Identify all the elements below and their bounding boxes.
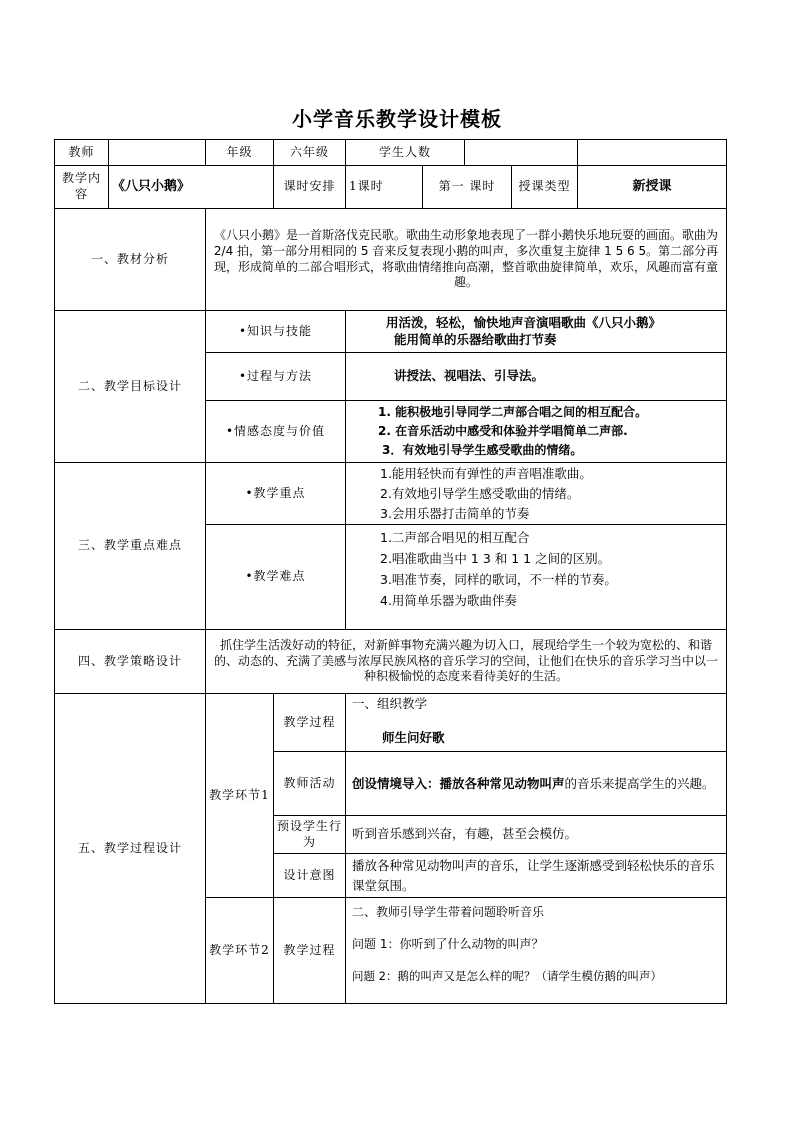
emotion-line-2: 2. 在音乐活动中感受和体验并学唱简单二声部. [378,424,628,438]
focus-label: •教学重点 [206,463,346,525]
grade-label: 年级 [206,140,274,166]
grade-value: 六年级 [274,140,346,166]
teacher-value [109,140,206,166]
teacher-label: 教师 [55,140,109,166]
knowledge-line-2: 能用简单的乐器给歌曲打节奏 [394,331,557,347]
focus-list [346,463,727,525]
difficulty-item-2: 2.唱准歌曲当中 1 3 和 1 1 之间的区别。 [380,551,611,566]
step1-label: 教学环节1 [206,694,274,898]
intent-text: 播放各种常见动物叫声的音乐，让学生逐渐感受到轻松快乐的音乐课堂氛围。 [346,854,727,898]
students-value [465,140,578,166]
type-label: 授课类型 [512,166,578,209]
keypoints-label: 三、教学重点难点 [55,463,206,630]
analysis-label: 一、教材分析 [55,209,206,311]
intent-label: 设计意图 [274,854,346,898]
content-label: 教学内容 [55,166,109,209]
lesson-plan-table [54,139,727,1004]
goals-knowledge-row [55,311,727,353]
goals-label: 二、教学目标设计 [55,311,206,463]
step1-process-line-1: 一、组织教学 [352,696,428,711]
teacher-activity-rest: 的音乐来提高学生的兴趣。 [564,775,715,791]
emotion-line-3: 3．有效地引导学生感受歌曲的情绪。 [382,443,583,457]
strategy-text: 抓住学生活泼好动的特征，对新鲜事物充满兴趣为切入口，展现给学生一个较为宽松的、和谐的、动态的、充满了美感与浓厚民族风格的音乐学习的空间，让他们在快乐的音乐学习当中以一种积极愉悦的态度来看待美好的生活。 [206,630,727,694]
teacher-activity-text [346,752,727,816]
difficulty-list [346,525,727,630]
process-label: 五、教学过程设计 [55,694,206,1004]
lesson-number: 第一 课时 [423,166,512,209]
knowledge-line-1: 用活泼，轻松，愉快地声音演唱歌曲《八只小鹅》 [386,315,662,331]
strategy-row [55,630,727,694]
step1-process-label: 教学过程 [274,694,346,752]
step2-text [346,898,727,1004]
step1-process-text [346,694,727,752]
header-row-1 [55,140,727,166]
strategy-label: 四、教学策略设计 [55,630,206,694]
step2-line-1: 二、教师引导学生带着问题聆听音乐 [352,905,545,919]
difficulty-item-4: 4.用简单乐器为歌曲伴奏 [380,593,517,608]
difficulty-item-3: 3.唱准节奏，同样的歌词，不一样的节奏。 [380,572,617,587]
content-value: 《八只小鹅》 [109,166,274,209]
focus-item-3: 3.会用乐器打击简单的节奏 [380,505,530,521]
teacher-activity-bold: 创设情境导入：播放各种常见动物叫声 [352,775,565,791]
step2-label: 教学环节2 [206,898,274,1004]
blank-cell [578,140,727,166]
focus-item-2: 2.有效地引导学生感受歌曲的情绪。 [380,485,580,501]
page-title: 小学音乐教学设计模板 [292,107,502,131]
process-method-text: 讲授法、视唱法、引导法。 [346,353,727,401]
students-label: 学生人数 [346,140,465,166]
process-method-label: •过程与方法 [206,353,346,401]
type-value: 新授课 [578,166,727,209]
schedule-label: 课时安排 [274,166,346,209]
step2-process-label: 教学过程 [274,898,346,1004]
emotion-line-1: 1. 能积极地引导同学二声部合唱之间的相互配合。 [378,405,648,419]
step2-line-3: 问题 2：鹅的叫声又是怎么样的呢？（请学生模仿鹅的叫声） [352,969,662,983]
expected-text: 听到音乐感到兴奋，有趣，甚至会模仿。 [346,816,727,854]
expected-label: 预设学生行为 [274,816,346,854]
step1-process-line-2: 师生问好歌 [382,730,445,746]
schedule-value: 1课时 [346,166,423,209]
analysis-row [55,209,727,311]
focus-row [55,463,727,525]
emotion-label: •情感态度与价值 [206,401,346,463]
teacher-activity-label: 教师活动 [274,752,346,816]
step1-process-row [55,694,727,752]
emotion-text [346,401,727,463]
knowledge-text [346,311,727,353]
difficulty-item-1: 1.二声部合唱见的相互配合 [380,530,530,545]
focus-item-1: 1.能用轻快而有弹性的声音唱准歌曲。 [380,465,592,481]
difficulty-label: •教学难点 [206,525,346,630]
knowledge-label: •知识与技能 [206,311,346,353]
analysis-text: 《八只小鹅》是一首斯洛伐克民歌。歌曲生动形象地表现了一群小鹅快乐地玩耍的画面。歌曲为 2/4 拍，第一部分用相同的 5 音来反复表现小鹅的叫声，多次重复主旋律 1 5 6 5。第二部分再现，形成简单的二部合唱形式，将歌曲情绪推向高潮，整首歌曲旋律简单，欢乐，风趣而富有童趣。 [206,209,727,311]
step2-line-2: 问题 1：你听到了什么动物的叫声？ [352,937,544,951]
header-row-2 [55,166,727,209]
